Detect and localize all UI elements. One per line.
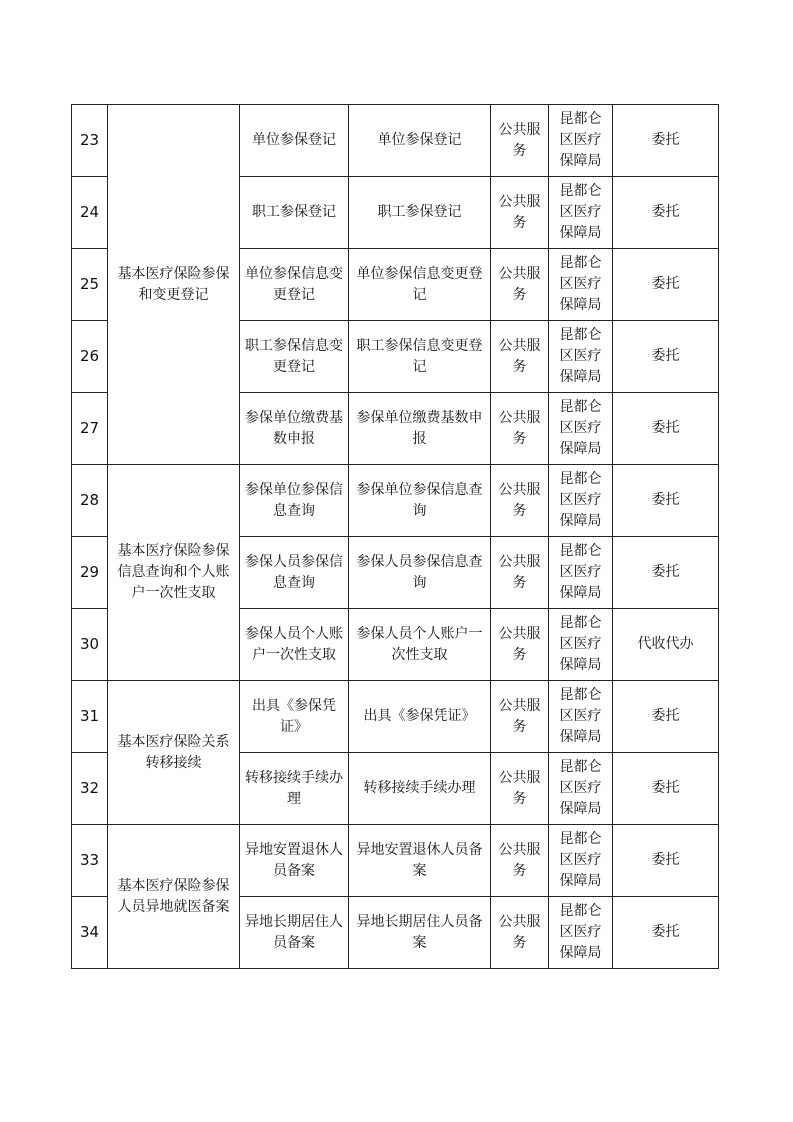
row-number: 28 bbox=[72, 465, 108, 537]
handling-mode: 委托 bbox=[613, 321, 719, 393]
service-type: 公共服务 bbox=[491, 393, 549, 465]
sub-item-name: 参保单位参保信息查询 bbox=[349, 465, 491, 537]
sub-item-name: 参保人员参保信息查询 bbox=[349, 537, 491, 609]
sub-item-name: 异地安置退休人员备案 bbox=[349, 825, 491, 897]
table-row bbox=[72, 681, 719, 753]
row-number: 25 bbox=[72, 249, 108, 321]
table-row bbox=[72, 825, 719, 897]
sub-item-name: 职工参保登记 bbox=[349, 177, 491, 249]
service-type: 公共服务 bbox=[491, 321, 549, 393]
handling-mode: 委托 bbox=[613, 897, 719, 969]
item-name: 参保人员参保信息查询 bbox=[240, 537, 349, 609]
row-number: 23 bbox=[72, 105, 108, 177]
department: 昆都仑区医疗保障局 bbox=[549, 753, 613, 825]
row-number: 34 bbox=[72, 897, 108, 969]
item-name: 职工参保信息变更登记 bbox=[240, 321, 349, 393]
sub-item-name: 单位参保信息变更登记 bbox=[349, 249, 491, 321]
department: 昆都仑区医疗保障局 bbox=[549, 249, 613, 321]
service-type: 公共服务 bbox=[491, 105, 549, 177]
department: 昆都仑区医疗保障局 bbox=[549, 465, 613, 537]
service-type: 公共服务 bbox=[491, 825, 549, 897]
handling-mode: 代收代办 bbox=[613, 609, 719, 681]
group-label: 基本医疗保险参保人员异地就医备案 bbox=[108, 825, 240, 969]
sub-item-name: 出具《参保凭证》 bbox=[349, 681, 491, 753]
row-number: 29 bbox=[72, 537, 108, 609]
row-number: 27 bbox=[72, 393, 108, 465]
group-label: 基本医疗保险参保和变更登记 bbox=[108, 105, 240, 465]
department: 昆都仑区医疗保障局 bbox=[549, 609, 613, 681]
handling-mode: 委托 bbox=[613, 825, 719, 897]
item-name: 参保单位缴费基数申报 bbox=[240, 393, 349, 465]
department: 昆都仑区医疗保障局 bbox=[549, 393, 613, 465]
service-type: 公共服务 bbox=[491, 249, 549, 321]
table-row bbox=[72, 105, 719, 177]
department: 昆都仑区医疗保障局 bbox=[549, 177, 613, 249]
item-name: 出具《参保凭证》 bbox=[240, 681, 349, 753]
row-number: 33 bbox=[72, 825, 108, 897]
department: 昆都仑区医疗保障局 bbox=[549, 825, 613, 897]
department: 昆都仑区医疗保障局 bbox=[549, 897, 613, 969]
handling-mode: 委托 bbox=[613, 105, 719, 177]
sub-item-name: 职工参保信息变更登记 bbox=[349, 321, 491, 393]
sub-item-name: 参保人员个人账户一次性支取 bbox=[349, 609, 491, 681]
handling-mode: 委托 bbox=[613, 753, 719, 825]
item-name: 异地安置退休人员备案 bbox=[240, 825, 349, 897]
sub-item-name: 异地长期居住人员备案 bbox=[349, 897, 491, 969]
item-name: 职工参保登记 bbox=[240, 177, 349, 249]
service-items-table bbox=[71, 104, 719, 969]
department: 昆都仑区医疗保障局 bbox=[549, 105, 613, 177]
service-type: 公共服务 bbox=[491, 177, 549, 249]
service-type: 公共服务 bbox=[491, 537, 549, 609]
row-number: 24 bbox=[72, 177, 108, 249]
item-name: 参保单位参保信息查询 bbox=[240, 465, 349, 537]
service-type: 公共服务 bbox=[491, 753, 549, 825]
row-number: 26 bbox=[72, 321, 108, 393]
department: 昆都仑区医疗保障局 bbox=[549, 681, 613, 753]
row-number: 30 bbox=[72, 609, 108, 681]
service-type: 公共服务 bbox=[491, 897, 549, 969]
service-type: 公共服务 bbox=[491, 465, 549, 537]
department: 昆都仑区医疗保障局 bbox=[549, 537, 613, 609]
handling-mode: 委托 bbox=[613, 681, 719, 753]
group-label: 基本医疗保险关系转移接续 bbox=[108, 681, 240, 825]
handling-mode: 委托 bbox=[613, 537, 719, 609]
service-type: 公共服务 bbox=[491, 681, 549, 753]
row-number: 32 bbox=[72, 753, 108, 825]
group-label: 基本医疗保险参保信息查询和个人账户一次性支取 bbox=[108, 465, 240, 681]
handling-mode: 委托 bbox=[613, 465, 719, 537]
sub-item-name: 转移接续手续办理 bbox=[349, 753, 491, 825]
item-name: 单位参保信息变更登记 bbox=[240, 249, 349, 321]
handling-mode: 委托 bbox=[613, 393, 719, 465]
sub-item-name: 单位参保登记 bbox=[349, 105, 491, 177]
handling-mode: 委托 bbox=[613, 177, 719, 249]
item-name: 异地长期居住人员备案 bbox=[240, 897, 349, 969]
row-number: 31 bbox=[72, 681, 108, 753]
item-name: 转移接续手续办理 bbox=[240, 753, 349, 825]
item-name: 单位参保登记 bbox=[240, 105, 349, 177]
sub-item-name: 参保单位缴费基数申报 bbox=[349, 393, 491, 465]
handling-mode: 委托 bbox=[613, 249, 719, 321]
table-row bbox=[72, 465, 719, 537]
service-type: 公共服务 bbox=[491, 609, 549, 681]
department: 昆都仑区医疗保障局 bbox=[549, 321, 613, 393]
item-name: 参保人员个人账户一次性支取 bbox=[240, 609, 349, 681]
